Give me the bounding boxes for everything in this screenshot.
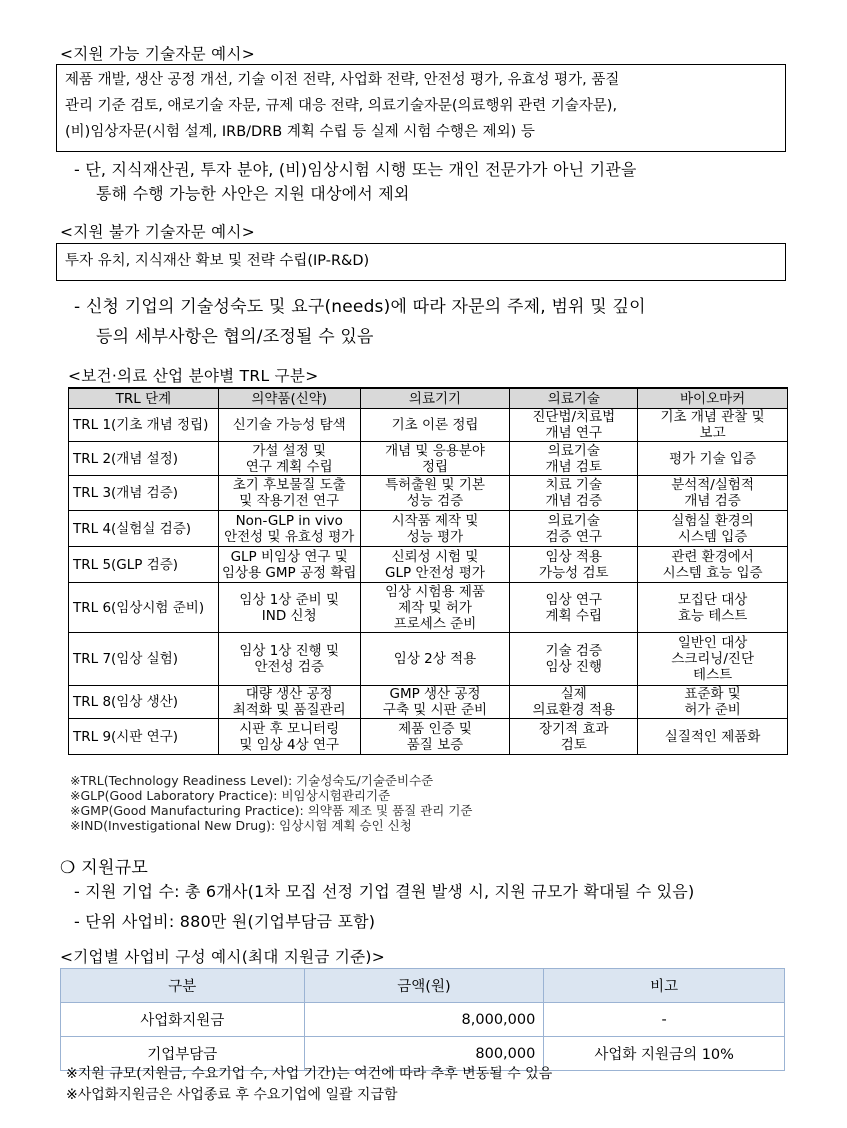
trl-stage-cell: TRL 8(임상 생산)	[69, 686, 219, 719]
unavailable-text: 투자 유치, 지식재산 확보 및 전략 수립(IP-R&D)	[65, 253, 370, 269]
available-note-line: - 단, 지식재산권, 투자 분야, (비)임상시험 시행 또는 개인 전문가가 아닌 기관을	[74, 160, 637, 179]
trl-cell: 시판 후 모니터링 및 임상 4상 연구	[218, 719, 360, 755]
trl-cell: 임상 1상 준비 및 IND 신청	[218, 583, 360, 633]
trl-cell: 임상 적용 가능성 검토	[510, 547, 638, 583]
trl-row	[69, 686, 788, 719]
trl-cell: GLP 비임상 연구 및 임상용 GMP 공정 확립	[218, 547, 360, 583]
support-scale-item: - 단위 사업비: 880만 원(기업부담금 포함)	[74, 912, 376, 931]
budget-table	[60, 968, 785, 1071]
trl-cell: 관련 환경에서 시스템 효능 입증	[638, 547, 788, 583]
trl-row	[69, 442, 788, 476]
available-line: 제품 개발, 생산 공정 개선, 기술 이전 전략, 사업화 전략, 안전성 평가, 유효성 평가, 품질	[65, 72, 620, 88]
unavailable-box	[56, 243, 786, 281]
trl-table-title: <보건·의료 산업 분야별 TRL 구분>	[68, 367, 319, 385]
trl-cell: 가설 설정 및 연구 계획 수립	[218, 442, 360, 476]
unavailable-note-line: 등의 세부사항은 협의/조정될 수 있음	[96, 327, 374, 347]
trl-stage-cell: TRL 5(GLP 검증)	[69, 547, 219, 583]
unavailable-title: <지원 불가 기술자문 예시>	[60, 223, 255, 241]
trl-header-cell: TRL 단계	[69, 388, 219, 409]
trl-cell: 표준화 및 허가 준비	[638, 686, 788, 719]
budget-notes	[66, 1064, 552, 1106]
support-scale-title: ❍ 지원규모	[60, 858, 149, 878]
trl-row	[69, 511, 788, 547]
trl-cell: 임상 1상 진행 및 안전성 검증	[218, 633, 360, 686]
trl-cell: 신기술 가능성 탐색	[218, 409, 360, 442]
trl-notes	[70, 773, 473, 833]
available-title: <지원 가능 기술자문 예시>	[60, 45, 255, 63]
trl-header-cell: 바이오마커	[638, 388, 788, 409]
trl-header-row	[69, 388, 788, 409]
trl-stage-cell: TRL 7(임상 실험)	[69, 633, 219, 686]
trl-stage-cell: TRL 3(개념 검증)	[69, 476, 219, 511]
budget-header-cell: 구분	[61, 969, 305, 1003]
trl-cell: 시작품 제작 및 성능 평가	[360, 511, 510, 547]
trl-cell: 임상 연구 계획 수립	[510, 583, 638, 633]
trl-stage-cell: TRL 2(개념 설정)	[69, 442, 219, 476]
budget-note: ※사업화지원금은 사업종료 후 수요기업에 일괄 지급함	[66, 1087, 398, 1103]
available-line: 관리 기준 검토, 애로기술 자문, 규제 대응 전략, 의료기술자문(의료행위 관련 기술자문),	[65, 98, 618, 114]
trl-cell: 임상 시험용 제품 제작 및 허가 프로세스 준비	[360, 583, 510, 633]
trl-cell: 기술 검증 임상 진행	[510, 633, 638, 686]
available-note-line: 통해 수행 가능한 사안은 지원 대상에서 제외	[96, 184, 410, 203]
trl-note: ※GLP(Good Laboratory Practice): 비임상시험관리기준	[70, 788, 391, 803]
trl-cell: 신뢰성 시험 및 GLP 안전성 평가	[360, 547, 510, 583]
trl-cell: 의료기술 검증 연구	[510, 511, 638, 547]
trl-cell: 실험실 환경의 시스템 입증	[638, 511, 788, 547]
budget-cell: 8,000,000	[304, 1003, 544, 1037]
trl-cell: GMP 생산 공정 구축 및 시판 준비	[360, 686, 510, 719]
trl-table	[68, 387, 788, 755]
budget-cell: 기업부담금	[61, 1037, 305, 1071]
trl-cell: 임상 2상 적용	[360, 633, 510, 686]
budget-header-cell: 비고	[544, 969, 785, 1003]
unavailable-note-line: - 신청 기업의 기술성숙도 및 요구(needs)에 따라 자문의 주제, 범위 및 깊이	[74, 297, 646, 317]
support-scale-item: - 지원 기업 수: 총 6개사(1차 모집 선정 기업 결원 발생 시, 지원 규모가 확대될 수 있음)	[74, 882, 695, 901]
available-line: (비)임상자문(시험 설계, IRB/DRB 계획 수립 등 실제 시험 수행은 제외) 등	[65, 124, 535, 140]
trl-cell: 기초 개념 관찰 및 보고	[638, 409, 788, 442]
trl-cell: 초기 후보물질 도출 및 작용기전 연구	[218, 476, 360, 511]
trl-stage-cell: TRL 4(실험실 검증)	[69, 511, 219, 547]
trl-stage-cell: TRL 1(기초 개념 정립)	[69, 409, 219, 442]
trl-cell: 특허출원 및 기본 성능 검증	[360, 476, 510, 511]
trl-stage-cell: TRL 9(시판 연구)	[69, 719, 219, 755]
budget-table-title: <기업별 사업비 구성 예시(최대 지원금 기준)>	[60, 948, 386, 966]
trl-cell: 기초 이론 정립	[360, 409, 510, 442]
trl-cell: 제품 인증 및 품질 보증	[360, 719, 510, 755]
trl-row	[69, 633, 788, 686]
budget-cell: 800,000	[304, 1037, 544, 1071]
trl-row	[69, 547, 788, 583]
trl-cell: 개념 및 응용분야 정립	[360, 442, 510, 476]
trl-cell: 평가 기술 입증	[638, 442, 788, 476]
budget-header-row	[61, 969, 785, 1003]
budget-note: ※지원 규모(지원금, 수요기업 수, 사업 기간)는 여건에 따라 추후 변동될 수 있음	[66, 1066, 553, 1082]
available-box	[56, 64, 786, 152]
trl-cell: 일반인 대상 스크리닝/진단 테스트	[638, 633, 788, 686]
trl-note: ※GMP(Good Manufacturing Practice): 의약품 제조 및 품질 관리 기준	[70, 803, 473, 818]
trl-cell: Non-GLP in vivo 안전성 및 유효성 평가	[218, 511, 360, 547]
trl-cell: 치료 기술 개념 검증	[510, 476, 638, 511]
budget-cell: 사업화 지원금의 10%	[544, 1037, 785, 1071]
trl-stage-cell: TRL 6(임상시험 준비)	[69, 583, 219, 633]
trl-header-cell: 의약품(신약)	[218, 388, 360, 409]
trl-row	[69, 719, 788, 755]
trl-cell: 모집단 대상 효능 테스트	[638, 583, 788, 633]
trl-cell: 진단법/치료법 개념 연구	[510, 409, 638, 442]
trl-cell: 실제 의료환경 적용	[510, 686, 638, 719]
trl-cell: 실질적인 제품화	[638, 719, 788, 755]
trl-cell: 분석적/실험적 개념 검증	[638, 476, 788, 511]
budget-cell: 사업화지원금	[61, 1003, 305, 1037]
budget-cell: -	[544, 1003, 785, 1037]
trl-header-cell: 의료기술	[510, 388, 638, 409]
trl-cell: 장기적 효과 검토	[510, 719, 638, 755]
trl-note: ※IND(Investigational New Drug): 임상시험 계획 승인 신청	[70, 818, 412, 833]
trl-row	[69, 583, 788, 633]
trl-cell: 대량 생산 공정 최적화 및 품질관리	[218, 686, 360, 719]
budget-row	[61, 1003, 785, 1037]
trl-row	[69, 409, 788, 442]
trl-cell: 의료기술 개념 검토	[510, 442, 638, 476]
trl-header-cell: 의료기기	[360, 388, 510, 409]
trl-note: ※TRL(Technology Readiness Level): 기술성숙도/기술준비수준	[70, 773, 434, 788]
budget-header-cell: 금액(원)	[304, 969, 544, 1003]
trl-row	[69, 476, 788, 511]
